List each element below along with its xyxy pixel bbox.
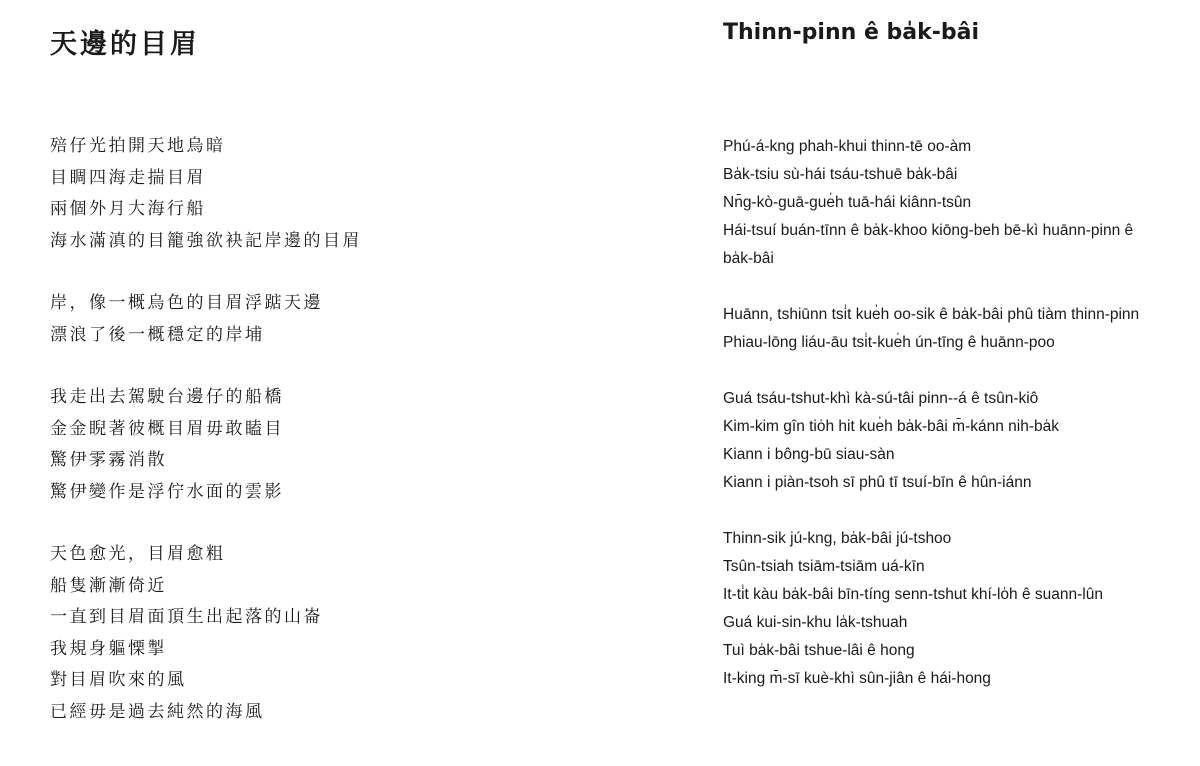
- poem-line: 對目眉吹來的風: [50, 670, 187, 690]
- poem-title-hanzi: 天邊的目眉: [50, 29, 200, 60]
- poem-line: Kiann i bông-bū siau-sàn: [723, 446, 895, 463]
- stanza-4-hanzi: [50, 539, 362, 728]
- poem-line: Hái-tsuí buán-tīnn ê ba̍k-khoo kiōng-beh bē-kì huānn-pinn ê ba̍k-bâi: [723, 222, 1134, 267]
- poem-line: Huānn, tshiūnn tsi̍t kue̍h oo-sik ê ba̍k-bâi phû tiàm thinn-pinn: [723, 306, 1140, 323]
- hanzi-stanzas: [50, 131, 362, 759]
- stanza-2-hanzi: [50, 288, 362, 351]
- poem-line: 目睭四海走揣目眉: [50, 167, 206, 188]
- poem-line: It-ti̍t kàu ba̍k-bâi bīn-tíng senn-tshut khí-lo̍h ê suann-lûn: [723, 586, 1103, 603]
- poem-line: 海水滿滇的目籠強欲袂記岸邊的目眉: [50, 230, 362, 251]
- poem-line: 金金睨著彼概目眉毋敢瞌目: [50, 418, 284, 439]
- poem-line: Guá tsáu-tshut-khì kà-sú-tâi pinn--á ê tsûn-kiô: [723, 390, 1039, 407]
- poj-stanzas: [723, 133, 1153, 721]
- poem-line: Kiann i piàn-tsoh sī phû tī tsuí-bīn ê hûn-iánn: [723, 474, 1032, 491]
- poem-line: Thinn-sik jú-kng, ba̍k-bâi jú-tshoo: [723, 530, 952, 547]
- poem-line: 船隻漸漸倚近: [50, 575, 167, 596]
- poem-line: Phiau-lōng liáu-āu tsi̍t-kue̍h ún-tīng ê huānn-poo: [723, 334, 1055, 351]
- poem-line: Nn̄g-kò-guā-gue̍h tuā-hái kiânn-tsûn: [723, 194, 972, 211]
- poem-line: Tuì ba̍k-bâi tshue-lâi ê hong: [723, 642, 915, 659]
- poem-line: 驚伊雺霧消散: [50, 450, 167, 470]
- poem-line: Phú-á-kng phah-khui thinn-tē oo-àm: [723, 138, 972, 155]
- poem-line: It-king m̄-sī kuè-khì sûn-jiân ê hái-hong: [723, 670, 991, 687]
- stanza-1-hanzi: [50, 131, 362, 257]
- poem-line: Tsûn-tsiah tsiām-tsiām uá-kīn: [723, 558, 925, 575]
- stanza-3-hanzi: [50, 382, 362, 508]
- stanza-4-poj: [723, 525, 1153, 693]
- poem-line: 兩個外月大海行船: [50, 199, 206, 219]
- stanza-3-poj: [723, 385, 1153, 497]
- poem-line: 我走出去駕駛台邊仔的船橋: [50, 387, 284, 407]
- stanza-2-poj: [723, 301, 1153, 357]
- poem-line: 殕仔光拍開天地烏暗: [50, 136, 226, 156]
- poem-line: 天色愈光，目眉愈粗: [50, 544, 226, 564]
- poem-line: Guá kui-sin-khu la̍k-tshuah: [723, 614, 908, 631]
- poem-line: 驚伊變作是浮佇水面的雲影: [50, 481, 284, 502]
- stanza-1-poj: [723, 133, 1153, 273]
- poem-line: 我規身軀慄掣: [50, 638, 167, 659]
- poem-line: 一直到目眉面頂生出起落的山崙: [50, 607, 323, 627]
- poem-line: Ba̍k-tsiu sù-hái tsáu-tshuē ba̍k-bâi: [723, 166, 958, 183]
- poem-title-poj: Thinn-pinn ê ba̍k-bâi: [723, 20, 980, 45]
- poem-line: Kim-kim gîn tio̍h hit kue̍h ba̍k-bâi m̄-kánn nih-ba̍k: [723, 418, 1059, 435]
- poem-line: 已經毋是過去純然的海風: [50, 701, 265, 722]
- poem-line: 漂浪了後一概穩定的岸埔: [50, 324, 265, 345]
- poem-line: 岸，像一概烏色的目眉浮踮天邊: [50, 293, 323, 313]
